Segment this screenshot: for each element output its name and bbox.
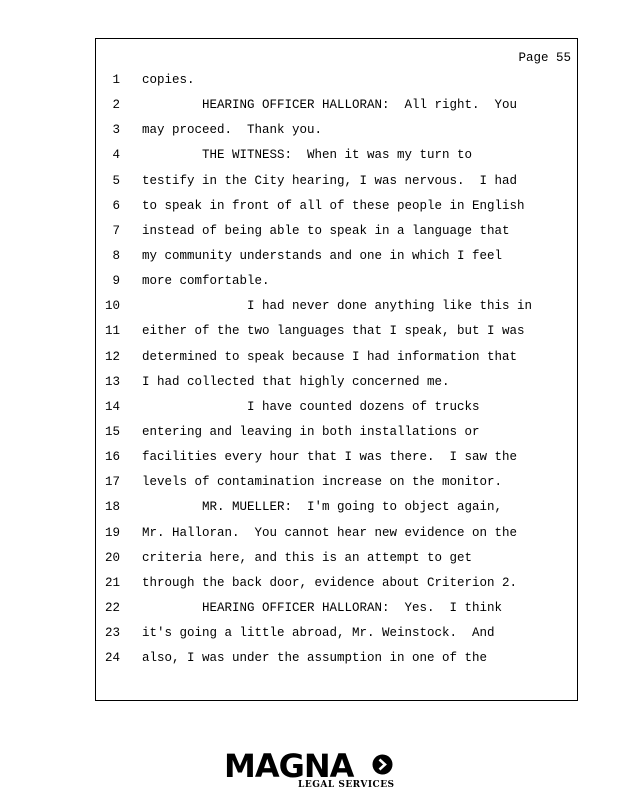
line-text: determined to speak because I had information that [142,349,518,364]
line-number: 11 [104,324,120,339]
line-text: either of the two languages that I speak, but I was [142,324,525,339]
transcript-line [96,122,577,147]
line-text: Mr. Halloran. You cannot hear new evidence on the [142,525,518,540]
transcript-page [95,38,578,701]
transcript-line [96,650,577,675]
line-text: through the back door, evidence about Criterion 2. [142,575,518,590]
transcript-line [96,374,577,399]
line-text: may proceed. Thank you. [142,123,323,138]
line-number: 12 [104,349,120,364]
transcript-line [96,248,577,273]
line-number: 5 [112,173,120,188]
line-number: 13 [104,374,120,389]
page-number: Page 55 [518,51,571,65]
transcript-line [96,323,577,348]
line-number: 16 [104,450,120,465]
transcript-line [96,72,577,97]
line-number: 21 [104,575,120,590]
line-number: 20 [104,550,120,565]
transcript-line [96,273,577,298]
line-text: to speak in front of all of these people in English [142,198,525,213]
line-number: 2 [112,98,120,113]
transcript-line [96,449,577,474]
transcript-line [96,575,577,600]
line-number: 15 [104,424,120,439]
line-number: 19 [104,525,120,540]
transcript-lines [96,72,577,675]
line-text: copies. [142,73,195,87]
line-text: MR. MUELLER: I'm going to object again, [142,500,503,515]
line-number: 24 [104,651,120,666]
transcript-line [96,625,577,650]
line-text: instead of being able to speak in a language that [142,223,510,238]
line-number: 23 [104,626,120,641]
transcript-line [96,474,577,499]
line-number: 22 [104,600,120,615]
line-text: I had collected that highly concerned me. [142,374,450,389]
line-number: 7 [112,223,120,238]
line-text: HEARING OFFICER HALLORAN: Yes. I think [142,600,503,615]
line-text: levels of contamination increase on the monitor. [142,475,503,490]
transcript-line [96,173,577,198]
transcript-line [96,223,577,248]
transcript-line [96,349,577,374]
transcript-line [96,147,577,172]
transcript-line [96,198,577,223]
line-number: 9 [112,274,120,289]
line-text: also, I was under the assumption in one of the [142,651,488,666]
transcript-line [96,424,577,449]
magna-logo [224,749,396,793]
line-text: it's going a little abroad, Mr. Weinstock. And [142,626,495,641]
line-text: testify in the City hearing, I was nervous. I had [142,173,518,188]
line-number: 1 [112,73,120,87]
transcript-line [96,298,577,323]
transcript-line [96,399,577,424]
line-text: I had never done anything like this in [142,299,533,314]
transcript-line [96,550,577,575]
chevron-right-circle-icon [372,754,393,775]
logo-wordmark: MAGNA [224,747,354,785]
line-text: my community understands and one in which I feel [142,248,503,263]
line-text: HEARING OFFICER HALLORAN: All right. You [142,98,518,113]
line-number: 6 [112,198,120,213]
transcript-line [96,97,577,122]
logo-tagline: LEGAL SERVICES [298,780,395,790]
line-text: entering and leaving in both installations or [142,424,480,439]
transcript-line [96,525,577,550]
line-text: criteria here, and this is an attempt to get [142,550,473,565]
line-number: 14 [104,399,120,414]
transcript-line [96,499,577,524]
line-number: 4 [112,148,120,163]
transcript-line [96,600,577,625]
line-number: 17 [104,475,120,490]
line-number: 3 [112,123,120,138]
line-text: facilities every hour that I was there. I saw the [142,450,518,465]
line-number: 8 [112,248,120,263]
line-number: 18 [104,500,120,515]
line-text: THE WITNESS: When it was my turn to [142,148,473,163]
line-number: 10 [104,299,120,314]
line-text: I have counted dozens of trucks [142,399,480,414]
line-text: more comfortable. [142,274,270,289]
